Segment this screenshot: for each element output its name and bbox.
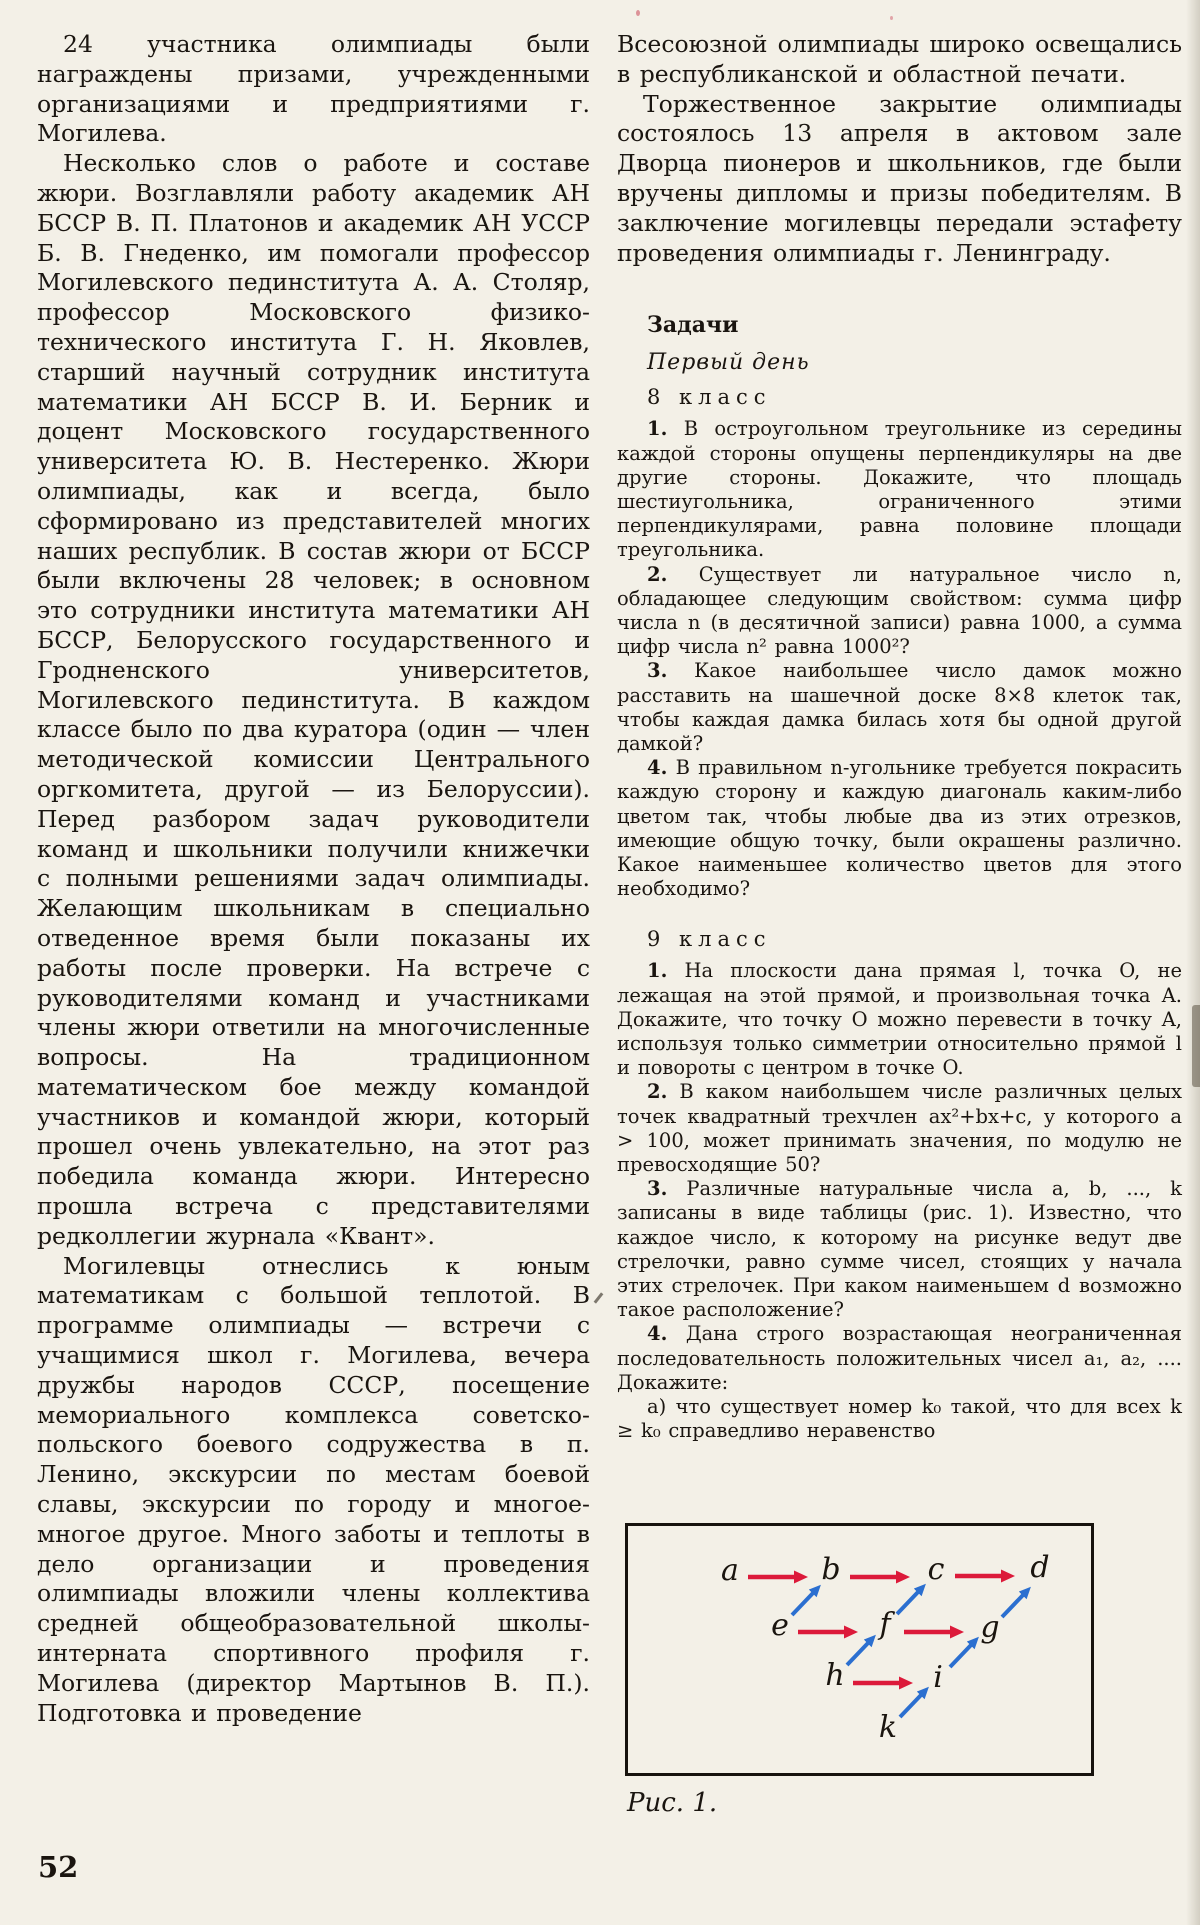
figure-node-k: k <box>878 1710 898 1745</box>
problem-9-1 <box>617 959 1182 1080</box>
figure-ris-1 <box>625 1523 1094 1776</box>
paragraph-closing: Торжественное закрытие олимпиады состоялось 13 апреля в актовом зале Дворца пионеров и школьников, где были вручены дипломы и призы победителям. В заключение могилевцы передали эстафету проведения олимпиады г. Ленинграду. <box>617 89 1182 267</box>
paragraph-awards: 24 участника олимпиады были награждены призами, учрежденными организациями и предприятиями г. Могилева. <box>37 30 590 148</box>
problem-number: 2. <box>647 1080 668 1104</box>
scan-artifact <box>890 16 893 20</box>
problem-8-1 <box>617 417 1182 562</box>
figure-node-c: c <box>927 1552 945 1587</box>
problem-text: В правильном n-угольнике требуется покрасить каждую сторону и каждую диагональ каким-либо цветом так, чтобы любые два из этих отрезков, имеющие общую точку, были окрашены различно. Какое наименьшее количество цветов для этого необходимо? <box>617 756 1182 901</box>
figure-node-a: a <box>721 1553 739 1588</box>
problem-text: На плоскости дана прямая l, точка O, не лежащая на этой прямой, и произвольная точка A. Докажите, что точку O можно перевести в точку A, используя только симметрии относительно прямой l и повороты с центром в точке O. <box>617 959 1183 1080</box>
problem-number: 4. <box>647 1322 668 1346</box>
problem-8-2 <box>617 563 1182 660</box>
paragraph-press: Всесоюзной олимпиады широко освещались в республиканской и областной печати. <box>617 30 1182 88</box>
figure-node-h: h <box>825 1658 845 1693</box>
problem-9-2 <box>617 1080 1182 1177</box>
problem-number: 1. <box>647 417 668 441</box>
problem-9-4 <box>617 1322 1182 1395</box>
blue-arrow-g-d <box>1002 1594 1024 1617</box>
grade9-header: 9 класс <box>647 927 772 952</box>
paragraph-hospitality: Могилевцы отнеслись к юным математикам с большой теплотой. В программе олимпиады — встречи с учащимися школ г. Могилева, вечера дружбы народов СССР, посещение мемориального комплекса советско-польского боевого содружества в п. Ленино, экскурсии по местам боевой славы, экскурсии по городу и многое-многое другое. Много заботы и теплоты в дело организации и проведения олимпиады вложили члены коллектива средней общеобразовательной школы-интерната спортивного профиля г. Могилева (директор Мартынов В. П.). Подготовка и проведение <box>37 1251 590 1727</box>
problem-text: Различные натуральные числа a, b, ..., k записаны в виде таблицы (рис. 1). Известно, что каждое число, к которому на рисунке ведут две стрелочки, равно сумме чисел, стоящих у начала этих стрелочек. При каком наименьшем d возможно такое расположение? <box>617 1177 1182 1322</box>
blue-arrow-h-f <box>847 1642 869 1665</box>
problem-number: 2. <box>647 562 668 586</box>
problem-number: 3. <box>647 659 668 683</box>
right-column <box>617 30 1182 1444</box>
problem-text: Какое наибольшее число дамок можно расставить на шашечной доске 8×8 клеток так, чтобы каждая дамка билась хотя бы одной другой дамкой? <box>617 659 1182 756</box>
first-day-header: Первый день <box>647 350 810 376</box>
figure-node-d: d <box>1030 1550 1050 1585</box>
problem-text: В каком наибольшем числе различных целых точек квадратный трехчлен ax²+bx+c, у которого a > 100, может принимать значения, по модулю не превосходящие 50? <box>617 1080 1183 1177</box>
paragraph-jury: Несколько слов о работе и составе жюри. Возглавляли работу академик АН БССР В. П. Платонов и академик АН УССР Б. В. Гнеденко, им помогали профессор Могилевского пединститута А. А. Столяр, профессор Московского физико-технического института Г. Н. Яковлев, старший научный сотрудник института математики АН БССР В. И. Берник и доцент Московского государственного университета Ю. В. Нестеренко. Жюри олимпиады, как и всегда, было сформировано из представителей многих наших республик. В состав жюри от БССР были включены 28 человек; в основном это сотрудники института математики АН БССР, Белорусского государственного и Гродненского университетов, Могилевского пединститута. В каждом классе было по два куратора (один — член методической комиссии Центрального оргкомитета, другой — из Белоруссии). Перед разбором задач руководители команд и школьники получили книжечки с полными решениями задач олимпиады. Желающим школьникам в специально отведенное время были показаны их работы после проверки. На встрече с руководителями команд и участниками члены жюри ответили на многочисленные вопросы. На традиционном математическом бое между командой участников и командой жюри, который прошел очень увлекательно, на этот раз победила команда жюри. Интересно прошла встреча с представителями редколлегии журнала «Квант». <box>37 149 590 1250</box>
scan-artifact <box>1192 1005 1200 1087</box>
figure-node-g: g <box>980 1610 1000 1645</box>
problem-8-3 <box>617 659 1182 756</box>
grade8-header: 8 класс <box>647 385 772 410</box>
figure-node-e: e <box>771 1608 789 1643</box>
problem-text: В остроугольном треугольнике из середины каждой стороны опущены перпендикуляры на две другие стороны. Докажите, что площадь шестиугольника, ограниченного этими перпендикулярами, равна половине площади треугольника. <box>617 417 1182 562</box>
blue-arrow-k-i <box>900 1694 922 1717</box>
blue-arrow-e-b <box>792 1592 814 1615</box>
figure-diagram <box>628 1526 1091 1773</box>
scan-artifact <box>636 10 640 16</box>
problem-8-4 <box>617 756 1182 901</box>
problem-number: 4. <box>647 756 668 780</box>
scan-artifact <box>594 1292 604 1303</box>
blue-arrow-i-g <box>950 1644 972 1667</box>
figure-caption: Рис. 1. <box>627 1788 718 1818</box>
problem-number: 1. <box>647 959 668 983</box>
left-column <box>37 30 590 1820</box>
figure-node-b: b <box>821 1552 841 1587</box>
figure-node-f: f <box>879 1607 891 1642</box>
page-number: 52 <box>38 1850 79 1884</box>
problem-9-3 <box>617 1177 1182 1322</box>
blue-arrow-f-c <box>897 1591 919 1614</box>
problem-9-4a: а) что существует номер k₀ такой, что для всех k ≥ k₀ справедливо неравенство <box>617 1395 1182 1443</box>
problem-text: Дана строго возрастающая неограниченная последовательность положительных чисел a₁, a₂, .... Докажите: <box>617 1322 1182 1394</box>
figure-node-i: i <box>933 1660 943 1695</box>
tasks-header: Задачи <box>647 312 739 339</box>
problem-text: Существует ли натуральное число n, обладающее следующим свойством: сумма цифр числа n (в десятичной записи) равна 1000, а сумма цифр числа n² равна 1000²? <box>617 562 1183 659</box>
problem-number: 3. <box>647 1177 668 1201</box>
